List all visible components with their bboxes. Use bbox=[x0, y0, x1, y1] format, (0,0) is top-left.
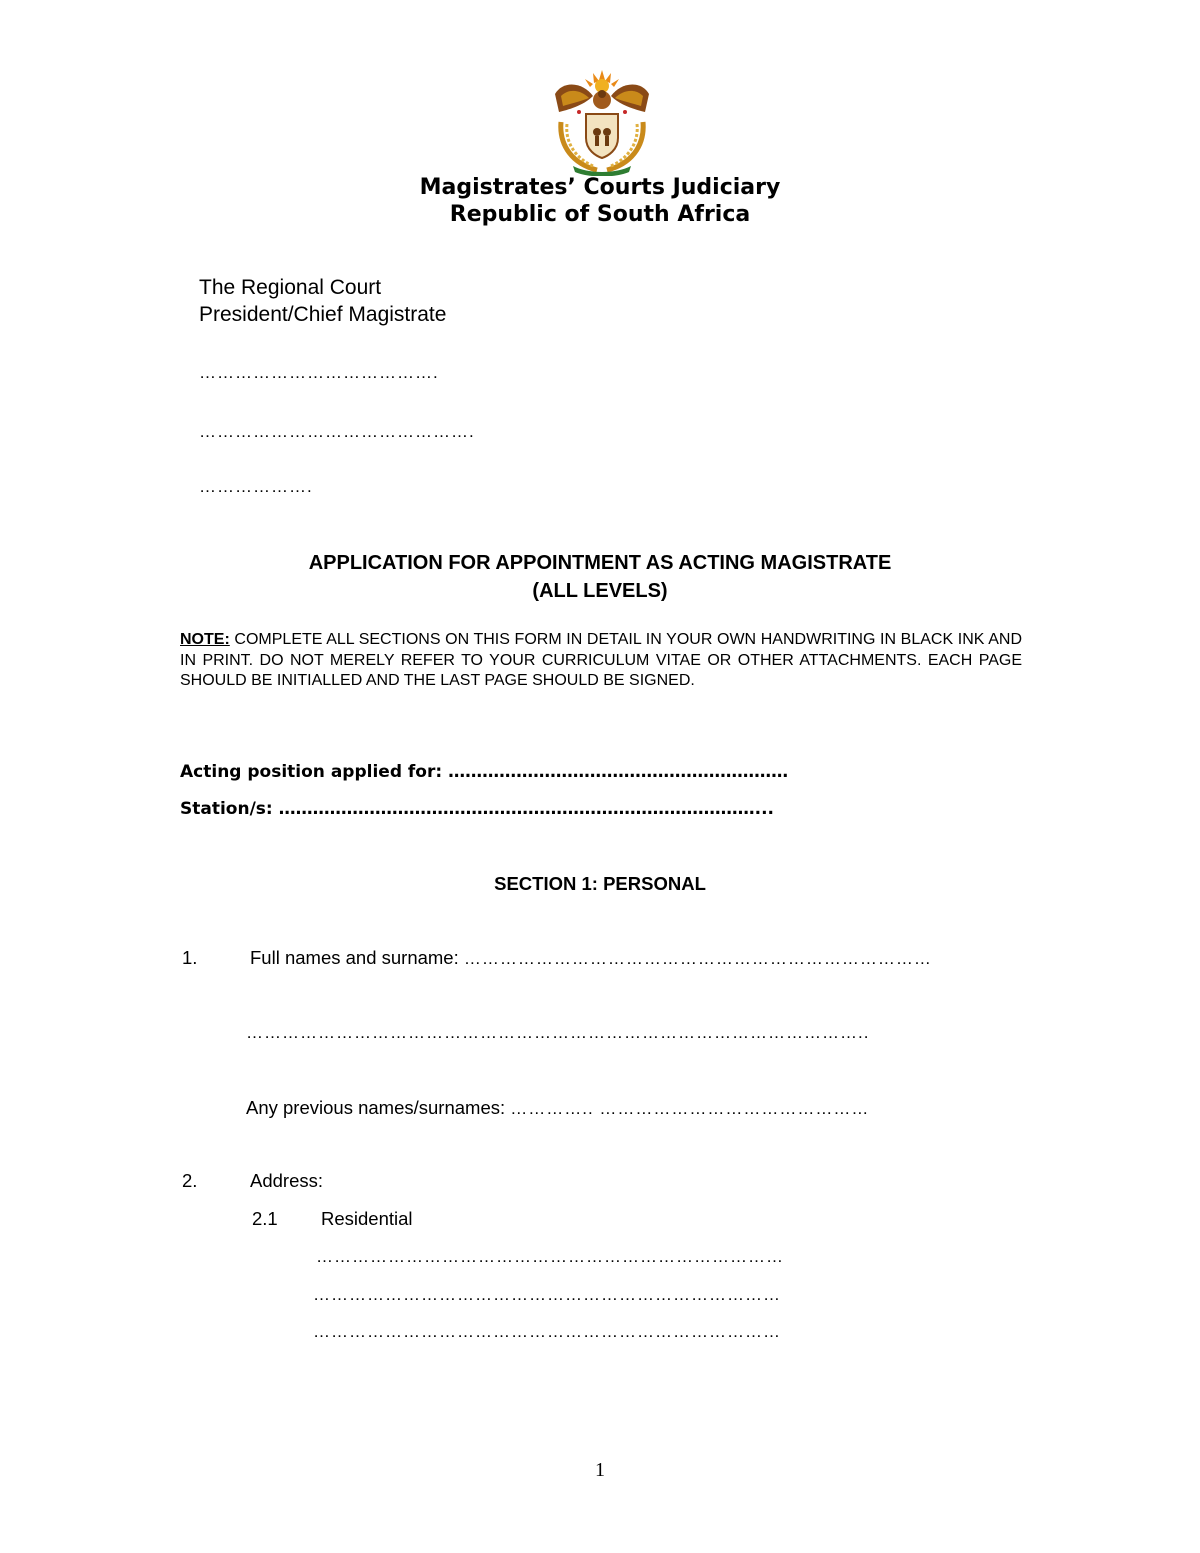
item-2-1-number: 2.1 bbox=[252, 1208, 278, 1229]
page-number: 1 bbox=[595, 1459, 605, 1481]
addressee-blank-3[interactable]: ………………. bbox=[199, 477, 313, 496]
note-label: NOTE: bbox=[180, 631, 230, 648]
residential-label: Residential bbox=[321, 1208, 413, 1229]
station-field bbox=[180, 799, 774, 819]
full-names-input-line2[interactable]: ………………………………………………………………………………………….. bbox=[246, 1023, 870, 1042]
form-subtitle: (ALL LEVELS) bbox=[532, 580, 668, 602]
station-label: Station/s: bbox=[180, 799, 273, 819]
residential-address-line-2[interactable]: …………………………………………………………………… bbox=[313, 1285, 781, 1304]
note-text: COMPLETE ALL SECTIONS ON THIS FORM IN DETAIL IN YOUR OWN HANDWRITING IN BLACK INK AND IN PRINT. DO NOT MERELY REFER TO YOUR CURRICULUM VITAE OR OTHER ATTACHMENTS. EACH PAGE SHOULD BE INITIALLED AND THE LAST PAGE SHOULD BE SIGNED. bbox=[180, 631, 1022, 689]
acting-position-field bbox=[180, 762, 788, 782]
full-names-field bbox=[250, 947, 932, 969]
station-input[interactable]: …………………………………………………………………………... bbox=[278, 799, 774, 819]
acting-position-label: Acting position applied for: bbox=[180, 762, 443, 782]
organisation-name: Magistrates’ Courts Judiciary bbox=[419, 175, 781, 200]
full-names-input[interactable]: …………………………………………………………………… bbox=[463, 949, 932, 968]
addressee-line2: President/Chief Magistrate bbox=[199, 303, 447, 326]
residential-address-line-1[interactable]: …………………………………………………………………… bbox=[316, 1247, 784, 1266]
instruction-note bbox=[180, 630, 1022, 692]
addressee-blank-1[interactable]: …………………………………. bbox=[199, 363, 439, 382]
previous-names-field bbox=[246, 1097, 869, 1119]
section-1-heading: SECTION 1: PERSONAL bbox=[494, 873, 706, 894]
acting-position-input[interactable]: …………………………………………………… bbox=[448, 762, 789, 782]
country-name: Republic of South Africa bbox=[449, 202, 751, 227]
item-1-number: 1. bbox=[182, 947, 198, 968]
form-title: APPLICATION FOR APPOINTMENT AS ACTING MAGISTRATE bbox=[308, 552, 892, 574]
previous-names-label: Any previous names/surnames: bbox=[246, 1097, 506, 1118]
item-2-number: 2. bbox=[182, 1170, 198, 1191]
previous-names-input[interactable]: ………….. ……………………………………… bbox=[510, 1099, 870, 1118]
south-africa-coat-of-arms-icon bbox=[553, 66, 651, 176]
address-label: Address: bbox=[250, 1170, 324, 1191]
residential-address-line-3[interactable]: …………………………………………………………………… bbox=[313, 1322, 781, 1341]
full-names-label: Full names and surname: bbox=[250, 947, 459, 968]
addressee-line1: The Regional Court bbox=[199, 276, 382, 299]
addressee-blank-2[interactable]: ………………………………………. bbox=[199, 422, 475, 441]
